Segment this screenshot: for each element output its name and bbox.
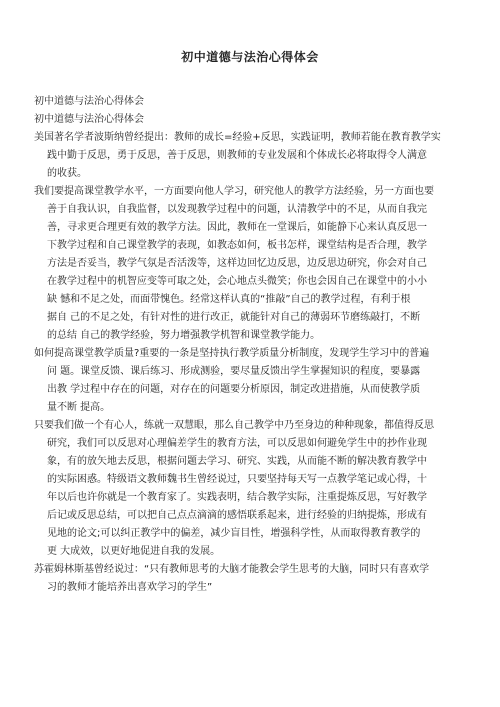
paragraph <box>34 417 466 561</box>
text-line: 更 大成效，以更好地促进自我的发展。 <box>47 546 221 557</box>
text-line: 的总结 自己的教学经验，努力增强教学机智和课堂教学能力。 <box>47 330 321 341</box>
text-line: 习的教师才能培养出喜欢学习的学生” <box>47 582 213 593</box>
text-line: 如何提高课堂教学质量?重要的一条是坚持执行教学质量分析制度，发现学生学习中的普遍 <box>34 348 430 359</box>
text-line: 初中道德与法治心得体会 <box>34 96 144 107</box>
text-line: 我们要提高课堂教学水平，一方面要向他人学习，研究他人的教学方法经验，另一方面也要 <box>34 186 434 197</box>
text-line: 方法是否妥当，教学气氛是否活泼等，这样边回忆边反思，边反思边研究，你会对自己 <box>47 258 427 269</box>
text-line: 美国著名学者波斯纳曾经提出：教师的成长=经验+反思，实践证明，教师若能在教育教学实 <box>34 132 441 143</box>
text-line: 的实际困惑。特级语文教师魏书生曾经说过，只要坚持每天写一点教学笔记或心得，十 <box>47 474 427 485</box>
text-line: 下教学过程和自己课堂教学的表现，如教态如何，板书怎样，课堂结构是否合理，教学 <box>47 240 427 251</box>
text-line: 据自 己的不足之处，有针对性的进行改正，就能针对自己的薄弱环节磨练敲打，不断 <box>47 312 421 323</box>
document-title: 初中道德与法治心得体会 <box>181 50 319 64</box>
text-line: 研究，我们可以反思对心理偏差学生的教育方法，可以反思如何避免学生中的抄作业现 <box>47 438 427 449</box>
text-line: 年以后也许你就是一个教育家了。实践表明，结合教学实际，注重提炼反思，写好教学 <box>47 492 427 503</box>
paragraph <box>34 111 466 129</box>
paragraph <box>34 183 466 345</box>
text-line: 见地的论文;可以纠正教学中的偏差，减少盲目性，增强科学性，从而取得教育教学的 <box>47 528 421 539</box>
text-line: 在教学过程中的机智应变等可取之处，会心地点头微笑；你也会因自己在课堂中的小小 <box>47 276 427 287</box>
text-line: 出教 学过程中存在的问题，对存在的问题要分析原因，制定改进措施，从而使教学质 <box>47 384 421 395</box>
text-line: 践中勤于反思，勇于反思，善于反思，则教师的专业发展和个体成长必将取得令人满意 <box>47 150 427 161</box>
paragraph <box>34 561 466 597</box>
text-line: 缺 憾和不足之处，而面带愧色。经常这样认真的“推敲”自己的教学过程，有利于根 <box>47 294 411 305</box>
text-line: 问 题。课堂反馈、课后练习、形成测验，要尽量反馈出学生掌握知识的程度，要暴露 <box>47 366 421 377</box>
text-line: 苏霍姆林斯基曾经说过：“只有教师思考的大脑才能教会学生思考的大脑，同时只有喜欢学 <box>34 564 430 575</box>
text-line: 的收获。 <box>47 168 87 179</box>
text-line: 后记或反思总结，可以把自己点点滴滴的感悟联系起来，进行经验的归纳提炼，形成有 <box>47 510 427 521</box>
text-line: 善于自我认识，自我监督，以发现教学过程中的问题，认清教学中的不足，从而自我完 <box>47 204 427 215</box>
text-line: 只要我们做一个有心人，练就一双慧眼，那么自己教学中乃至身边的种种现象，都值得反思 <box>34 420 434 431</box>
paragraph <box>34 129 466 183</box>
text-line: 量不断 提高。 <box>47 402 111 413</box>
text-line: 善，寻求更合理更有效的教学方法。因此，教师在一堂课后，如能静下心来认真反思一 <box>47 222 427 233</box>
text-line: 初中道德与法治心得体会 <box>34 114 144 125</box>
paragraph <box>34 345 466 417</box>
paragraph <box>34 93 466 111</box>
text-line: 象，有的放矢地去反思，根据问题去学习、研究、实践，从而能不断的解决教育教学中 <box>47 456 427 467</box>
